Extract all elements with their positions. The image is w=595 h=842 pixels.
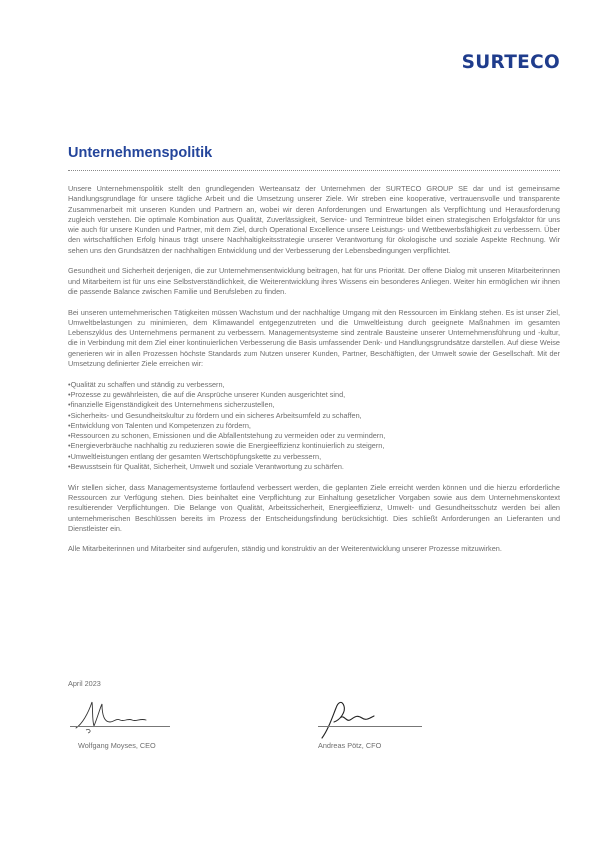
goal-item: • Entwicklung von Talenten und Kompetenzen zu fördern,	[68, 421, 560, 431]
handwritten-signature-ceo	[68, 694, 158, 734]
signatory-name-cfo: Andreas Pötz, CFO	[318, 741, 382, 750]
goal-item: • Umweltleistungen entlang der gesamten Wertschöpfungskette zu verbessern,	[68, 452, 560, 462]
goal-item: • Qualität zu schaffen und ständig zu verbessern,	[68, 380, 560, 390]
document-body	[68, 184, 560, 565]
goal-item: • Energieverbräuche nachhaltig zu reduzieren sowie die Energieeffizienz kontinuierlich zu steigern,	[68, 441, 560, 451]
handwritten-signature-cfo	[318, 694, 408, 744]
goal-item: • Prozesse zu gewährleisten, die auf die Ansprüche unserer Kunden ausgerichtet sind,	[68, 390, 560, 400]
page-title: Unternehmenspolitik	[68, 145, 213, 161]
signature-line	[318, 726, 422, 727]
signature-line	[70, 726, 170, 727]
document-date: April 2023	[68, 679, 101, 688]
goal-item: • Sicherheits- und Gesundheitskultur zu fördern und ein sicheres Arbeitsumfeld zu schaffen,	[68, 411, 560, 421]
goal-item: • Bewusstsein für Qualität, Sicherheit, Umwelt und soziale Verantwortung zu schärfen.	[68, 462, 560, 472]
signature-block-ceo	[68, 694, 198, 752]
management-systems-paragraph: Wir stellen sicher, dass Managementsysteme fortlaufend verbessert werden, die geplanten Ziele erreicht werden können und die hierzu erforderliche Ressourcen zur Verfügung stehen. Dies beinhaltet eine Verpflichtung zur Einhaltung gesetzlicher Vorgaben sowie aus dem Unternehmenskontext resultierender Verpflichtungen. Die Belange von Qualität, Arbeitssicherheit, Energieeffizienz, Umwelt- und Gesundheitsschutz werden bei allen unternehmerischen Beschlüssen bereits im Prozess der Entscheidungsfindung berücksichtigt. Dies schließt Anforderungen an Lieferanten und Dienstleister ein.	[68, 482, 560, 533]
intro-paragraph: Unsere Unternehmenspolitik stellt den grundlegenden Werteansatz der Unternehmen der SURTECO GROUP SE dar und ist gemeinsame Handlungsgrundlage für unsere tägliche Arbeit und die Umsetzung unserer Ziele. Wir streben eine kooperative, vertrauensvolle und transparente Zusammenarbeit mit unseren Kunden und Partnern an, wobei wir deren Anforderungen und Erwartungen als Verpflichtung und Herausforderung zugleich verstehen. Die optimale Kombination aus Qualität, Zuverlässigkeit, Service- und Termintreue bildet einen strategischen Erfolgsfaktor für uns wie auch für unsere Kunden und Partner, mit dem Ziel, durch Operational Excellence unsere Leistungs- und Wettbewerbsfähigkeit zu verbessern. Über den wirtschaftlichen Erfolg hinaus trägt unsere Nachhaltigkeitsstrategie unserer Verantwortung für ökologische und soziale Aspekte Rechnung. Wir sehen uns den Grundsätzen der nachhaltigen Entwicklung und der Verbesserung der Lebensbedingungen verpflichtet.	[68, 184, 560, 255]
signatory-name-ceo: Wolfgang Moyses, CEO	[78, 741, 156, 750]
goal-item: • finanzielle Eigenständigkeit des Unternehmens sicherzustellen,	[68, 400, 560, 410]
health-safety-paragraph: Gesundheit und Sicherheit derjenigen, die zur Unternehmensentwicklung beitragen, hat für uns Priorität. Der offene Dialog mit unseren Mitarbeiterinnen und Mitarbeitern ist für uns eine Selbstverständlichkeit, die Weiterentwicklung ihres Wissens ein besonderes Anliegen. Weiter hin ermöglichen wir ihnen die passende Balance zwischen Familie und Berufsleben zu finden.	[68, 266, 560, 296]
title-divider	[68, 170, 560, 171]
closing-paragraph: Alle Mitarbeiterinnen und Mitarbeiter sind aufgerufen, ständig und konstruktiv an der Weiterentwicklung unserer Prozesse mitzuwirken.	[68, 544, 502, 554]
goal-item: • Ressourcen zu schonen, Emissionen und die Abfallentstehung zu vermeiden oder zu vermindern,	[68, 431, 560, 441]
sustainability-paragraph: Bei unseren unternehmerischen Tätigkeiten müssen Wachstum und der nachhaltige Umgang mit den Ressourcen im Einklang stehen. Es ist unser Ziel, Umweltbelastungen zu minimieren, dem Klimawandel entgegenzutreten und die Umweltleistung durch geeignete Maßnahmen im gesamten Lebenszyklus des Unternehmens permanent zu verbessern. Managementsysteme sind zentrale Bausteine unserer Unternehmensführung und -kultur, die in Verbindung mit dem Ziel einer kontinuierlichen Verbesserung die Basis umfassender Denk- und Handlungsgrundsätze darstellen. Auf diese Weise generieren wir in allen Prozessen höchste Standards zum Nutzen unserer Kunden, Partner, Beschäftigten, der Umwelt sowie der Gesellschaft. Mit der Umsetzung definierter Ziele erreichen wir:	[68, 307, 560, 369]
company-logo: SURTECO	[461, 52, 560, 73]
goals-list	[68, 380, 560, 473]
signature-block-cfo	[318, 694, 448, 752]
